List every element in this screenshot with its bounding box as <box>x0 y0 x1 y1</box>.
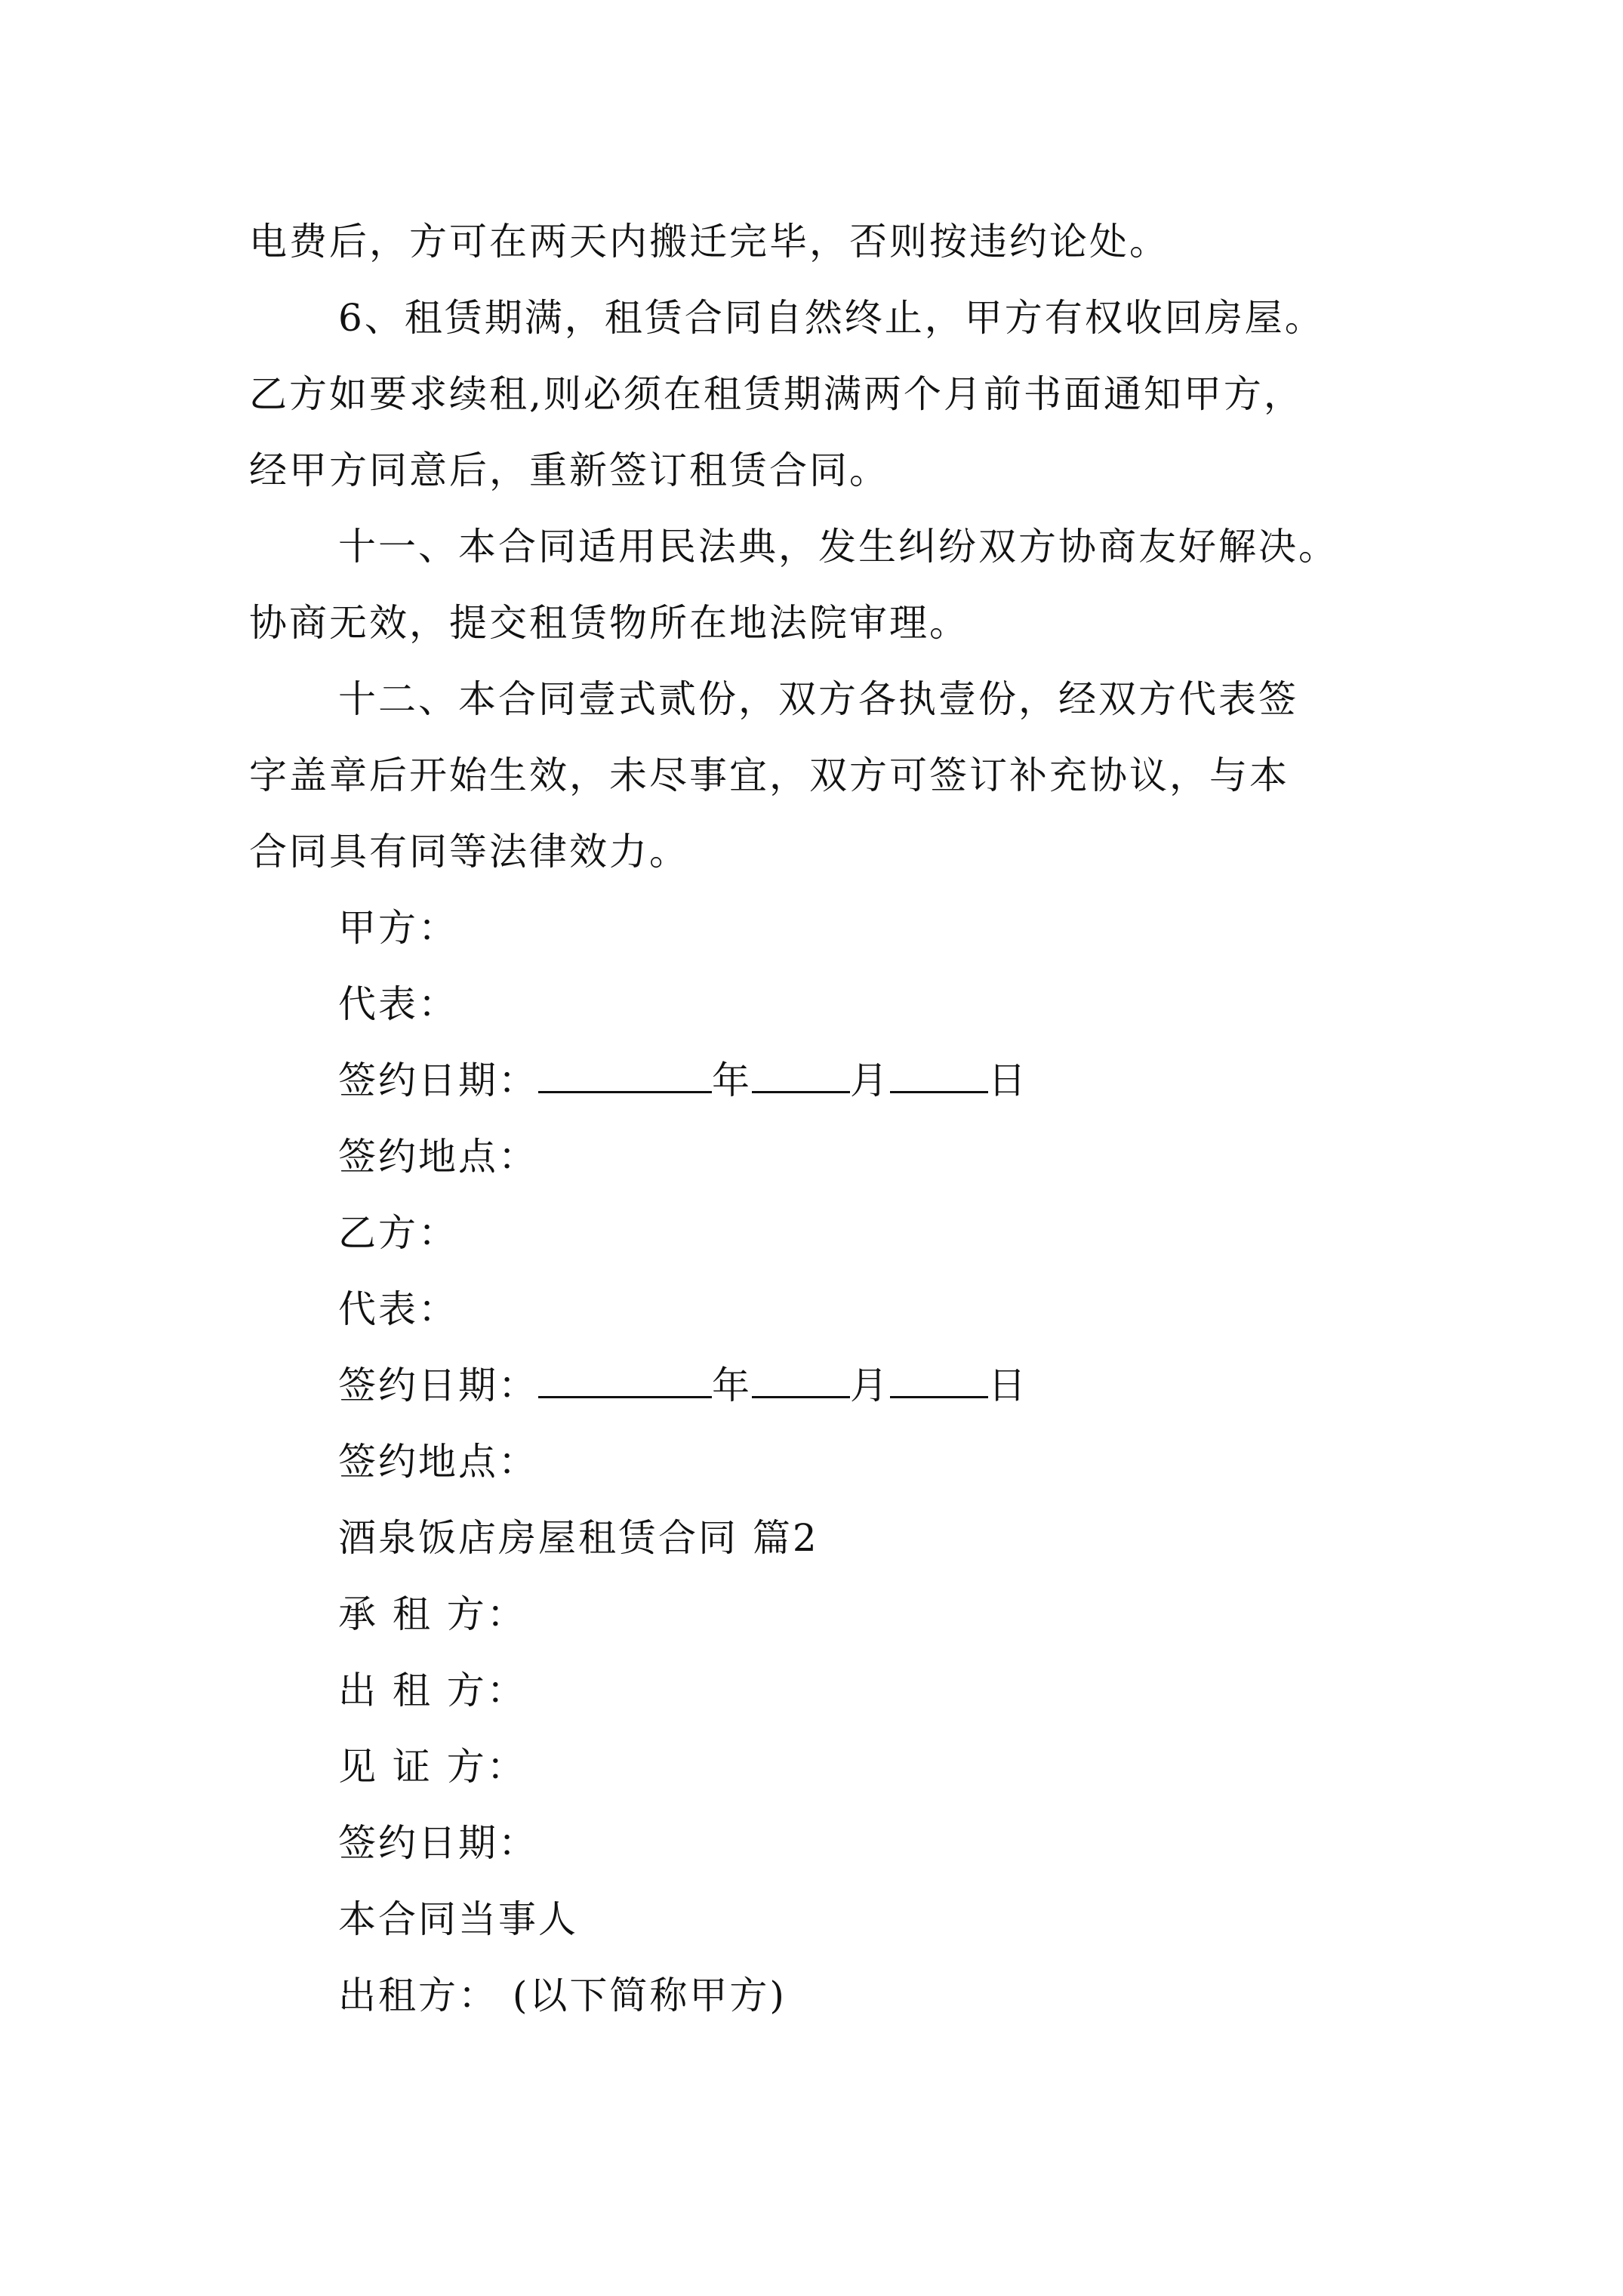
month-blank <box>752 1055 850 1093</box>
paragraph-line: 合同具有同等法律效力。 <box>249 830 689 874</box>
lessor-abbrev: 出租方： (以下简称甲方) <box>338 1974 787 2017</box>
year-blank <box>538 1360 712 1398</box>
day-label: 日 <box>988 1364 1028 1407</box>
document-body <box>249 204 1442 2034</box>
lessor-label: 出 租 方： <box>338 1669 527 1712</box>
paragraph-line: 电费后，方可在两天内搬迁完毕，否则按违约论处。 <box>249 220 1169 264</box>
clause-twelve: 十二、本合同壹式贰份，双方各执壹份，经双方代表签 <box>338 677 1298 721</box>
day-blank <box>890 1055 988 1093</box>
party-b-sign-place: 签约地点： <box>338 1440 538 1484</box>
witness-label: 见 证 方： <box>338 1745 527 1789</box>
party-b-label: 乙方： <box>338 1211 458 1255</box>
paragraph-line: 经甲方同意后，重新签订租赁合同。 <box>249 448 889 492</box>
year-label: 年 <box>712 1059 752 1102</box>
sign-date-label: 签约日期： <box>338 1821 538 1865</box>
party-a-sign-place: 签约地点： <box>338 1135 538 1179</box>
clause-eleven: 十一、本合同适用民法典，发生纠纷双方协商友好解决。 <box>338 525 1338 569</box>
parties-heading: 本合同当事人 <box>338 1897 578 1941</box>
paragraph-line: 字盖章后开始生效，未尽事宜，双方可签订补充协议，与本 <box>249 754 1289 797</box>
year-label: 年 <box>712 1364 752 1407</box>
sign-date-label: 签约日期： <box>338 1364 538 1407</box>
section-2-title: 酒泉饭店房屋租赁合同 篇2 <box>338 1516 819 1560</box>
party-b-sign-date <box>249 1348 1442 1424</box>
party-b-representative: 代表： <box>338 1287 458 1331</box>
sign-date-label: 签约日期： <box>338 1059 538 1102</box>
day-blank <box>890 1360 988 1398</box>
paragraph-line: 乙方如要求续租,则必须在租赁期满两个月前书面通知甲方， <box>249 372 1304 416</box>
day-label: 日 <box>988 1059 1028 1102</box>
month-label: 月 <box>850 1364 890 1407</box>
lessee-label: 承 租 方： <box>338 1592 527 1636</box>
month-label: 月 <box>850 1059 890 1102</box>
party-a-label: 甲方： <box>338 906 458 950</box>
party-a-representative: 代表： <box>338 982 458 1026</box>
month-blank <box>752 1360 850 1398</box>
party-a-sign-date <box>249 1043 1442 1119</box>
paragraph-line: 协商无效，提交租赁物所在地法院审理。 <box>249 601 969 645</box>
year-blank <box>538 1055 712 1093</box>
paragraph-line: 6、租赁期满，租赁合同自然终止，甲方有权收回房屋。 <box>338 296 1325 340</box>
